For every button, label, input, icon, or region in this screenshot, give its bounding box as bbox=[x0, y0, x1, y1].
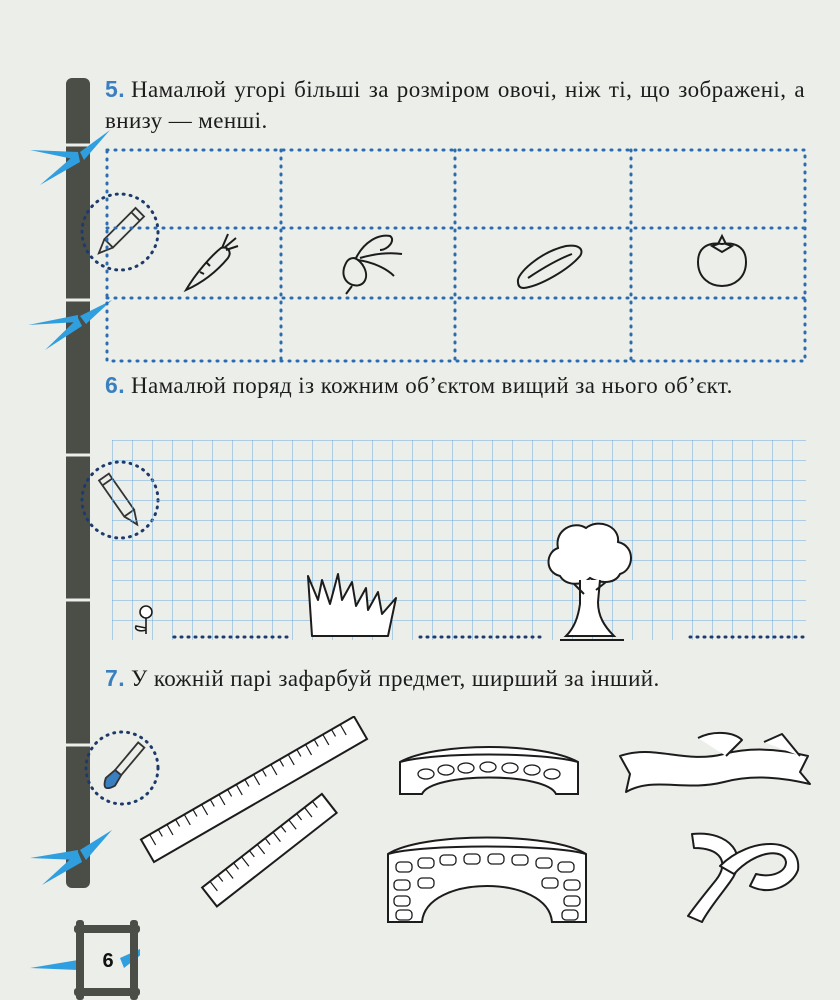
task-7 bbox=[105, 663, 805, 694]
answer-lines bbox=[170, 632, 810, 642]
task-5-number: 5. bbox=[105, 76, 125, 102]
task-6 bbox=[105, 370, 805, 401]
tomato-icon bbox=[690, 232, 754, 292]
task-7-text: У кожній парі зафарбуй предмет, ширший за інший. bbox=[130, 666, 660, 691]
task-5 bbox=[105, 74, 805, 136]
bridge-narrow-icon bbox=[396, 740, 582, 798]
task-6-text: Намалюй поряд із кожним об’єктом вищий за нього об’єкт. bbox=[130, 373, 733, 398]
ribbon-narrow-icon bbox=[680, 826, 810, 926]
ruler-short-icon bbox=[190, 786, 350, 916]
task-7-number: 7. bbox=[105, 665, 125, 691]
grass-icon bbox=[304, 570, 400, 640]
carrot-icon bbox=[176, 228, 246, 298]
tree-icon bbox=[540, 516, 640, 644]
ribbon-wide-icon bbox=[614, 726, 814, 808]
beet-icon bbox=[330, 228, 410, 298]
task-6-grid bbox=[112, 440, 806, 640]
task-5-text: Намалюй угорі більші за розміром овочі, ніж ті, що зображені, а внизу — менші. bbox=[105, 77, 805, 133]
page-number: 6 bbox=[102, 949, 114, 972]
task-6-number: 6. bbox=[105, 372, 125, 398]
bridge-wide-icon bbox=[382, 828, 592, 928]
flower-icon bbox=[124, 600, 164, 640]
cucumber-icon bbox=[510, 236, 590, 292]
